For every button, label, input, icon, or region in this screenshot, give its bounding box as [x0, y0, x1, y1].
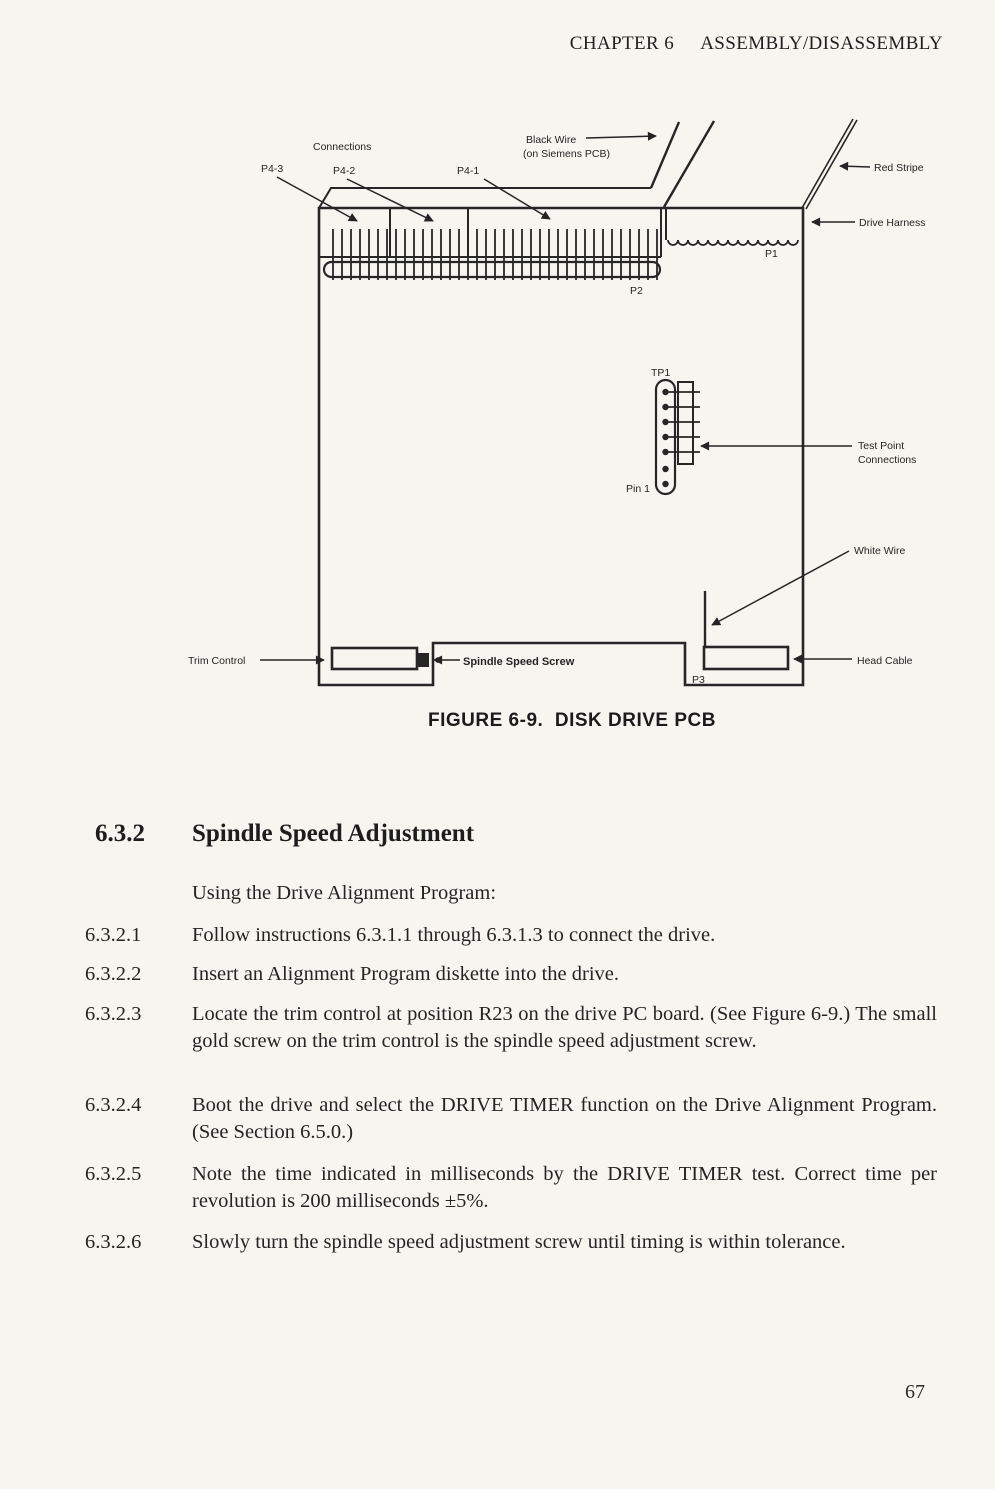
step-text: Insert an Alignment Program diskette into the drive. [192, 963, 619, 985]
arrow-white-wire [712, 551, 849, 625]
label-p4-1: P4-1 [457, 165, 480, 177]
section-heading [95, 820, 474, 848]
arrow-red-stripe [840, 166, 870, 167]
label-tp1: TP1 [651, 367, 671, 379]
step-6321 [85, 922, 937, 949]
step-6323 [85, 1001, 937, 1055]
label-connections: Connections [313, 141, 372, 153]
connector-top-face [319, 188, 651, 208]
step-text: Note the time indicated in milliseconds by the DRIVE TIMER test. Correct time per revolution is 200 milliseconds ±5%. [192, 1163, 937, 1212]
label-p4-2: P4-2 [333, 165, 356, 177]
red-stripe-cable [802, 119, 857, 209]
step-number: 6.3.2.1 [85, 924, 142, 946]
label-test-point: Test Point [858, 440, 905, 452]
label-black-wire-2: (on Siemens PCB) [523, 148, 610, 160]
leader-arrows [260, 136, 870, 660]
connector-dividers [319, 208, 666, 257]
label-p2: P2 [630, 285, 643, 297]
step-number: 6.3.2.6 [85, 1231, 142, 1253]
tp1-pins [662, 389, 668, 487]
label-trim-control: Trim Control [188, 655, 246, 667]
step-number: 6.3.2.2 [85, 963, 142, 985]
p2-connector [324, 262, 660, 277]
section-title: Spindle Speed Adjustment [192, 820, 475, 847]
step-6322 [85, 961, 937, 988]
figure-caption: FIGURE 6-9. DISK DRIVE PCB [428, 710, 716, 731]
section-intro: Using the Drive Alignment Program: [192, 882, 497, 904]
label-test-point-2: Connections [858, 454, 917, 466]
page-number: 67 [905, 1381, 925, 1403]
step-6324 [85, 1092, 937, 1146]
label-drive-harness: Drive Harness [859, 217, 926, 229]
label-pin1: Pin 1 [626, 483, 650, 495]
black-wire-cable [651, 121, 714, 207]
step-number: 6.3.2.3 [85, 1003, 142, 1025]
label-head-cable: Head Cable [857, 655, 913, 667]
arrow-p4-3 [277, 177, 357, 221]
p1-scalloped-edge [668, 240, 798, 245]
step-text: Follow instructions 6.3.1.1 through 6.3.1.3 to connect the drive. [192, 924, 716, 946]
arrow-black-wire [586, 136, 656, 138]
step-6325 [85, 1161, 937, 1215]
step-6326 [85, 1229, 937, 1256]
p3-connector [704, 647, 788, 669]
label-spindle-speed-screw: Spindle Speed Screw [463, 656, 575, 668]
label-white-wire: White Wire [854, 545, 906, 557]
pcb-diagram [0, 0, 995, 700]
step-text: Locate the trim control at position R23 on the drive PC board. (See Figure 6-9.) The small gold screw on the trim control is the spindle speed adjustment screw. [192, 1003, 937, 1052]
step-text: Slowly turn the spindle speed adjustment screw until timing is within tolerance. [192, 1231, 846, 1253]
section-number: 6.3.2 [95, 820, 145, 847]
chapter-title: ASSEMBLY/DISASSEMBLY [700, 33, 943, 54]
figure-disk-drive-pcb [0, 0, 995, 705]
step-number: 6.3.2.4 [85, 1094, 142, 1116]
trim-control-body [332, 648, 417, 669]
test-point-ticks [668, 392, 700, 452]
arrow-p4-1 [484, 179, 550, 219]
label-black-wire: Black Wire [526, 134, 577, 146]
label-p3: P3 [692, 674, 705, 686]
label-p4-3: P4-3 [261, 163, 284, 175]
step-number: 6.3.2.5 [85, 1163, 142, 1185]
step-text: Boot the drive and select the DRIVE TIMER function on the Drive Alignment Program. (See Section 6.5.0.) [192, 1094, 937, 1143]
label-red-stripe: Red Stripe [874, 162, 924, 174]
label-p1: P1 [765, 248, 778, 260]
spindle-speed-screw-square [417, 653, 429, 667]
connector-pins [333, 229, 657, 280]
chapter-number: CHAPTER 6 [569, 33, 675, 54]
